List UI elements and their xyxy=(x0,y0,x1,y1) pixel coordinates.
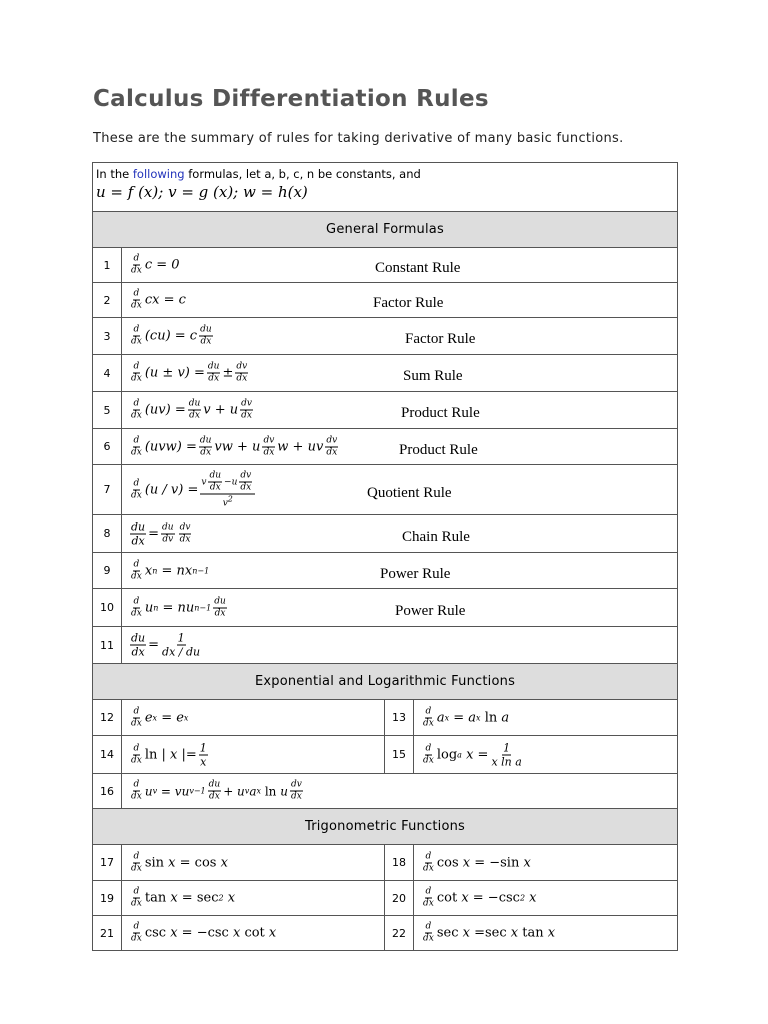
formula: $\frac{d}{dx}$ u v = vu v−1 $\frac{du}{dx}$ + u v a x ln u $\frac{dv}{dx}$ xyxy=(131,779,302,802)
rule-number: 22 xyxy=(385,916,414,951)
rule-name: Constant Rule xyxy=(375,259,461,276)
section-header-trig: Trigonometric Functions xyxy=(93,809,678,845)
rule-number: 6 xyxy=(93,429,122,465)
rule-number: 18 xyxy=(385,845,414,881)
rule-name: Product Rule xyxy=(399,441,478,458)
formula: $\frac{d}{dx}$ cot x = − csc 2 x xyxy=(423,886,537,909)
formula: $\frac{d}{dx}$ tan x = sec 2 x xyxy=(131,886,236,909)
formula-cell xyxy=(122,845,385,881)
formula-cell xyxy=(122,774,678,809)
rule-name: Power Rule xyxy=(395,602,466,619)
rule-number: 20 xyxy=(385,881,414,916)
formula-cell xyxy=(414,881,678,916)
formula: $\frac{d}{dx}$ sec x = sec x tan x xyxy=(423,921,556,944)
formula-cell xyxy=(122,589,678,627)
formula: $\frac{d}{dx}$ (uv) = $\frac{du}{dx}$ v + u $\frac{dv}{dx}$ xyxy=(131,398,253,421)
rule-name: Sum Rule xyxy=(403,367,463,384)
formula-cell xyxy=(414,845,678,881)
formula-cell xyxy=(122,355,678,392)
rule-number: 5 xyxy=(93,392,122,429)
formula: $\frac{d}{dx}$ log a x = $\frac{1}{\text{x ln a}}$ xyxy=(423,741,522,768)
rule-number: 13 xyxy=(385,700,414,736)
formula-cell xyxy=(414,700,678,736)
formula-cell xyxy=(122,700,385,736)
formula: $\frac{d}{dx}$ (u / v) = v $\frac{du}{dx}$ −u $\frac{dv}{dx}$ $v^2$ xyxy=(128,471,257,508)
formula: $\frac{d}{dx}$ ln | x |= $\frac{1}{x}$ xyxy=(131,741,207,768)
formula-cell xyxy=(122,248,678,283)
formula-cell xyxy=(122,553,678,589)
rule-name: Factor Rule xyxy=(405,330,476,347)
rule-number: 17 xyxy=(93,845,122,881)
formula-cell xyxy=(122,627,678,664)
rule-number: 3 xyxy=(93,318,122,355)
rule-number: 4 xyxy=(93,355,122,392)
formula-cell xyxy=(122,916,385,951)
formula-cell xyxy=(122,283,678,318)
rule-number: 12 xyxy=(93,700,122,736)
formula-cell xyxy=(122,429,678,465)
formula-cell xyxy=(122,465,678,515)
formula-cell xyxy=(122,318,678,355)
rule-number: 8 xyxy=(93,515,122,553)
intro-text: These are the summary of rules for taking derivative of many basic functions. xyxy=(93,131,624,146)
formula-cell xyxy=(122,515,678,553)
rules-table xyxy=(92,162,678,951)
formula-cell xyxy=(122,392,678,429)
formula: $\frac{d}{dx}$ cos x = − sin x xyxy=(423,851,531,873)
rule-number: 2 xyxy=(93,283,122,318)
rule-name: Quotient Rule xyxy=(367,484,452,501)
formula-cell xyxy=(122,736,385,774)
formula: $\frac{d}{dx}$ csc x = − csc x cot x xyxy=(131,921,277,944)
table-intro-text: In the following formulas, let a, b, c, n be constants, and xyxy=(96,167,421,181)
formula: $\frac{d}{dx}$ x n = nx n−1 xyxy=(131,559,210,581)
formula: $\frac{d}{dx}$ u n = nu n−1 $\frac{du}{dx}$ xyxy=(131,596,226,618)
rule-number: 1 xyxy=(93,248,122,283)
formula-cell xyxy=(122,881,385,916)
formula: $\frac{d}{dx}$ c = 0 xyxy=(131,253,180,276)
formula: $\frac{d}{dx}$ sin x = cos x xyxy=(131,851,228,873)
formula: $\frac{d}{dx}$ a x = a x ln a xyxy=(423,706,510,728)
rule-number: 16 xyxy=(93,774,122,809)
following-link[interactable]: following xyxy=(132,167,185,181)
formula: $\frac{du}{dx}$ = $\frac{1}{dx / du}$ xyxy=(131,631,201,659)
rule-number: 14 xyxy=(93,736,122,774)
rule-number: 15 xyxy=(385,736,414,774)
rule-number: 19 xyxy=(93,881,122,916)
variable-definitions: u = f (x); v = g (x); w = h(x) xyxy=(96,183,308,201)
rule-number: 10 xyxy=(93,589,122,627)
rule-name: Product Rule xyxy=(401,404,480,421)
rule-number: 11 xyxy=(93,627,122,664)
rule-name: Power Rule xyxy=(380,565,451,582)
section-header-general: General Formulas xyxy=(93,212,678,248)
formula: $\frac{d}{dx}$ e x = e x xyxy=(131,706,189,728)
formula: $\frac{d}{dx}$ (uvw) = $\frac{du}{dx}$ vw + u $\frac{dv}{dx}$ w + uv $\frac{dv}{dx}$ xyxy=(131,435,338,457)
rule-name: Factor Rule xyxy=(373,294,444,311)
formula: $\frac{du}{dx}$ = $\frac{du}{dv}$ $\frac{dv}{dx}$ xyxy=(131,520,191,547)
formula-cell xyxy=(414,736,678,774)
formula-cell xyxy=(414,916,678,951)
section-header-explog: Exponential and Logarithmic Functions xyxy=(93,664,678,700)
formula: $\frac{d}{dx}$ (cu) = c $\frac{du}{dx}$ xyxy=(131,324,212,347)
rule-number: 7 xyxy=(93,465,122,515)
table-intro-cell xyxy=(93,163,678,212)
formula: $\frac{d}{dx}$ cx = c xyxy=(131,288,186,311)
formula: $\frac{d}{dx}$ (u ± v) = $\frac{du}{dx}$ ± $\frac{dv}{dx}$ xyxy=(131,361,248,384)
page-title: Calculus Differentiation Rules xyxy=(93,86,489,112)
rule-name: Chain Rule xyxy=(402,528,470,545)
rule-number: 9 xyxy=(93,553,122,589)
rule-number: 21 xyxy=(93,916,122,951)
